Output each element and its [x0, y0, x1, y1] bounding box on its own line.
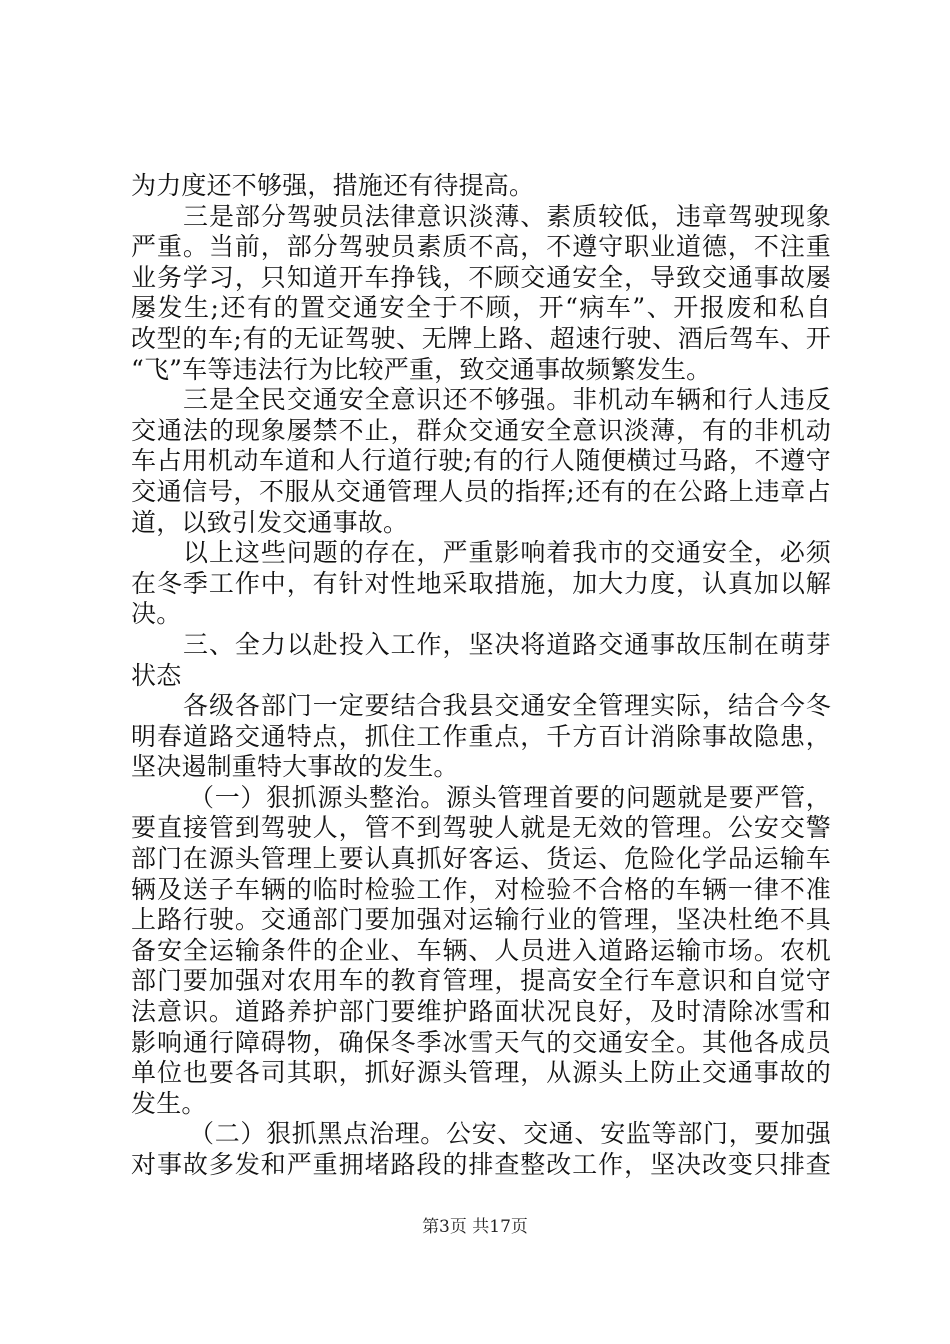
- page-number-footer: 第3页 共17页: [422, 1217, 528, 1237]
- text-line: 业务学习，只知道开车挣钱，不顾交通安全，导致交通事故屡: [131, 262, 831, 292]
- section-heading-line: 状态: [131, 660, 182, 690]
- text-line: 发生。: [131, 1088, 207, 1118]
- text-line: 道，以致引发交通事故。: [131, 507, 409, 537]
- text-line: 要直接管到驾驶人，管不到驾驶人就是无效的管理。公安交警: [131, 813, 831, 843]
- text-line: 严重。当前，部分驾驶员素质不高，不遵守职业道德，不注重: [131, 232, 831, 262]
- text-line: 明春道路交通特点，抓住工作重点，千方百计消除事故隐患，: [131, 721, 831, 751]
- text-line: 三是全民交通安全意识还不够强。非机动车辆和行人违反: [183, 385, 831, 415]
- text-line: 以上这些问题的存在，严重影响着我市的交通安全，必须: [183, 538, 831, 568]
- text-line: 部门在源头管理上要认真抓好客运、货运、危险化学品运输车: [131, 844, 831, 874]
- text-line: 备安全运输条件的企业、车辆、人员进入道路运输市场。农机: [131, 935, 831, 965]
- text-line: 改型的车;有的无证驾驶、无牌上路、超速行驶、酒后驾车、开: [131, 323, 831, 353]
- text-line: 三是部分驾驶员法律意识淡薄、素质较低，违章驾驶现象: [183, 201, 831, 231]
- text-line: 坚决遏制重特大事故的发生。: [131, 752, 459, 782]
- text-line: 决。: [131, 599, 182, 629]
- section-heading-line: 三、全力以赴投入工作，坚决将道路交通事故压制在萌芽: [183, 629, 831, 659]
- document-body: [131, 171, 831, 1181]
- text-line: 交通法的现象屡禁不止，群众交通安全意识淡薄，有的非机动: [131, 415, 831, 445]
- text-line: 交通信号，不服从交通管理人员的指挥;还有的在公路上违章占: [131, 476, 831, 506]
- text-line: 辆及送子车辆的临时检验工作，对检验不合格的车辆一律不准: [131, 874, 831, 904]
- text-line: 部门要加强对农用车的教育管理，提高安全行车意识和自觉守: [131, 966, 831, 996]
- text-line: 在冬季工作中，有针对性地采取措施，加大力度，认真加以解: [131, 568, 831, 598]
- text-line: 对事故多发和严重拥堵路段的排查整改工作，坚决改变只排查: [131, 1150, 831, 1179]
- text-line: （一）狠抓源头整治。源头管理首要的问题就是要严管，: [189, 782, 831, 812]
- text-line: 车占用机动车道和人行道行驶;有的行人随便横过马路，不遵守: [131, 446, 831, 476]
- text-line: 为力度还不够强，措施还有待提高。: [131, 171, 535, 200]
- text-line: （二）狠抓黑点治理。公安、交通、安监等部门，要加强: [189, 1119, 831, 1149]
- text-line: 影响通行障碍物，确保冬季冰雪天气的交通安全。其他各成员: [131, 1027, 831, 1057]
- text-line: 法意识。道路养护部门要维护路面状况良好，及时清除冰雪和: [131, 997, 831, 1027]
- text-line: 单位也要各司其职，抓好源头管理，从源头上防止交通事故的: [131, 1058, 831, 1088]
- text-line: 各级各部门一定要结合我县交通安全管理实际，结合今冬: [183, 691, 831, 721]
- text-line: 屡发生;还有的置交通安全于不顾，开“病车”、开报废和私自: [131, 293, 831, 323]
- text-line: “飞”车等违法行为比较严重，致交通事故频繁发生。: [131, 354, 712, 384]
- text-line: 上路行驶。交通部门要加强对运输行业的管理，坚决杜绝不具: [131, 905, 831, 935]
